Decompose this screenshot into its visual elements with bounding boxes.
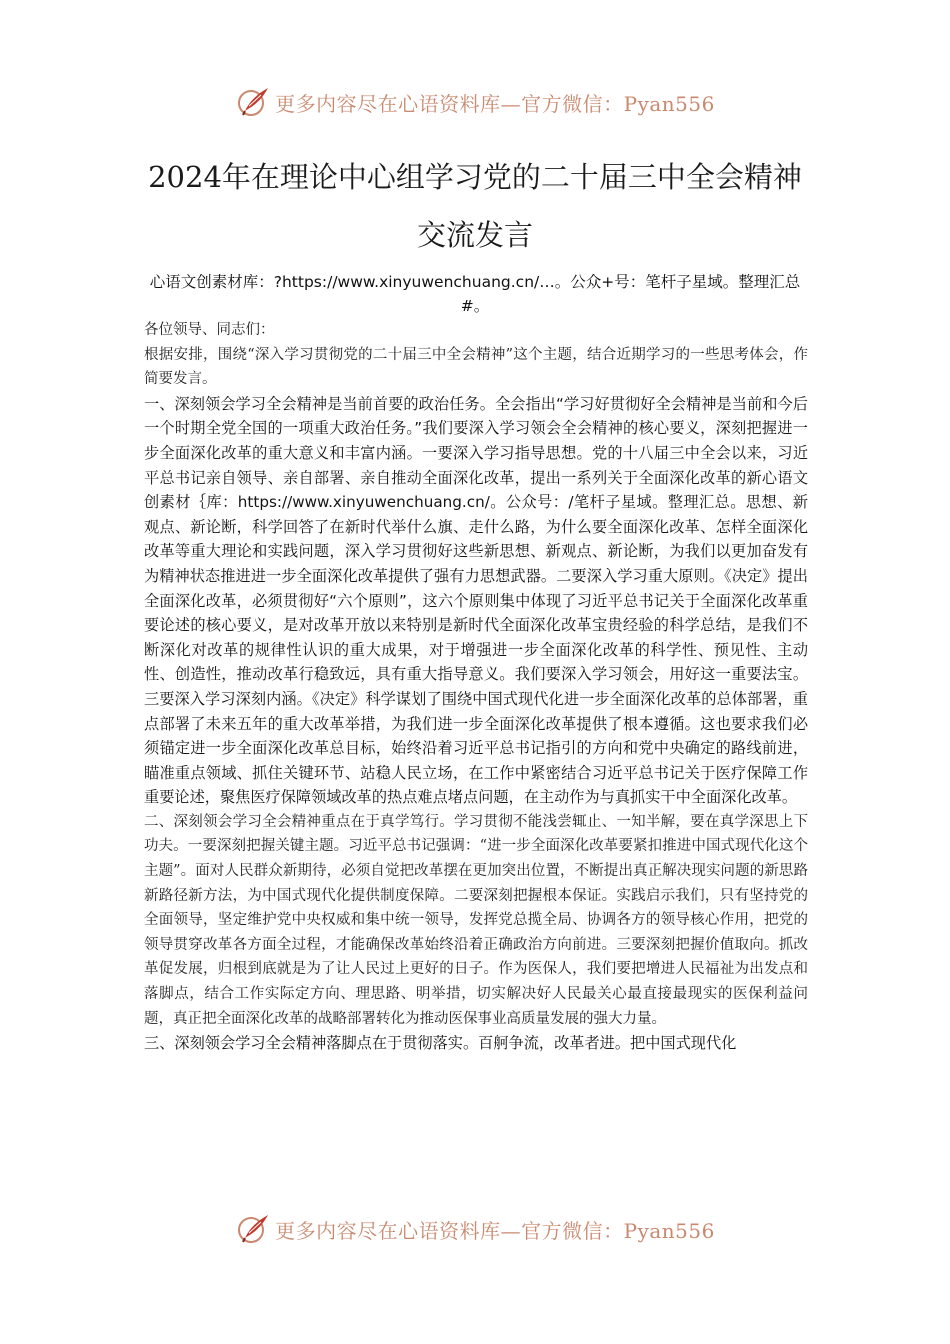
document-title bbox=[0, 148, 950, 264]
watermark-text: 更多内容尽在心语资料库—官方微信：Pyan556 bbox=[275, 91, 715, 116]
quill-pen-logo-icon bbox=[235, 84, 271, 120]
title-line-1: 2024年在理论中心组学习党的二十届三中全会精神 bbox=[148, 160, 802, 194]
watermark-footer bbox=[0, 1209, 950, 1249]
section-2-paragraph: 二、深刻领会学习全会精神重点在于真学笃行。学习贯彻不能浅尝辄止、一知半解，要在真学深思上下功夫。一要深刻把握关键主题。习近平总书记强调：“进一步全面深化改革要紧扣推进中国式现代化这个主题”。面对人民群众新期待，必须自觉把改革摆在更加突出位置，不断提出真正解决现实问题的新思路新路径新方法，为中国式现代化提供制度保障。二要深刻把握根本保证。实践启示我们，只有坚持党的全面领导，坚定维护党中央权威和集中统一领导，发挥党总揽全局、协调各方的领导核心作用，把党的领导贯穿改革各方面全过程，才能确保改革始终沿着正确政治方向前进。三要深刻把握价值取向。抓改革促发展，归根到底就是为了让人民过上更好的日子。作为医保人，我们要把增进人民福祉为出发点和落脚点，结合工作实际定方向、理思路、明举措，切实解决好人民最关心最直接最现实的医保利益问题，真正把全面深化改革的战略部署转化为推动医保事业高质量发展的强大力量。 bbox=[144, 813, 808, 1027]
watermark-text: 更多内容尽在心语资料库—官方微信：Pyan556 bbox=[275, 1218, 715, 1243]
document-body bbox=[144, 318, 808, 1056]
watermark-header bbox=[0, 82, 950, 122]
quill-pen-logo-icon bbox=[235, 1211, 271, 1247]
section-3-paragraph: 三、深刻领会学习全会精神落脚点在于贯彻落实。百舸争流，改革者进。把中国式现代化 bbox=[144, 1034, 737, 1053]
title-line-2: 交流发言 bbox=[416, 218, 533, 252]
section-1-paragraph: 一、深刻领会学习全会精神是当前首要的政治任务。全会指出“学习好贯彻好全会精神是当前和今后一个时期全党全国的一项重大政治任务。”我们要深入学习领会全会精神的核心要义，深刻把握进一步全面深化改革的重大意义和丰富内涵。一要深入学习指导思想。党的十八届三中全会以来，习近平总书记亲自领导、亲自部署、亲自推动全面深化改革，提出一系列关于全面深化改革的新心语文创素材｛库：https://www.xinyuwenchuang.cn/。公众号：/笔杆子星域。整理汇总。思想、新观点、新论断，科学回答了在新时代举什么旗、走什么路，为什么要全面深化改革、怎样全面深化改革等重大理论和实践问题，深入学习贯彻好这些新思想、新观点、新论断，为我们以更加奋发有为精神状态推进进一步全面深化改革提供了强有力思想武器。二要深入学习重大原则。《决定》提出全面深化改革，必须贯彻好“六个原则”，这六个原则集中体现了习近平总书记关于全面深化改革重要论述的核心要义，是对改革开放以来特别是新时代全面深化改革宝贵经验的科学总结，是我们不断深化对改革的规律性认识的重大成果，对于增强进一步全面深化改革的科学性、预见性、主动性、创造性，推动改革行稳致远，具有重大指导意义。我们要深入学习领会，用好这一重要法宝。三要深入学习深刻内涵。《决定》科学谋划了围绕中国式现代化进一步全面深化改革的总体部署，重点部署了未来五年的重大改革举措，为我们进一步全面深化改革提供了根本遵循。这也要求我们必须锚定进一步全面深化改革总目标，始终沿着习近平总书记指引的方向和党中央确定的路线前进，瞄准重点领域、抓住关键环节、站稳人民立场，在工作中紧密结合习近平总书记关于医疗保障工作重要论述，聚焦医疗保障领域改革的热点难点堵点问题，在主动作为与真抓实干中全面深化改革。 bbox=[144, 394, 808, 807]
source-note: 心语文创素材库：?https://www.xinyuwenchuang.cn/…。公众+号：笔杆子星域。整理汇总#。 bbox=[149, 273, 801, 315]
intro-paragraph: 根据安排，围绕“深入学习贯彻党的二十届三中全会精神”这个主题，结合近期学习的一些思考体会，作简要发言。 bbox=[144, 346, 808, 388]
salutation: 各位领导、同志们： bbox=[144, 322, 275, 338]
